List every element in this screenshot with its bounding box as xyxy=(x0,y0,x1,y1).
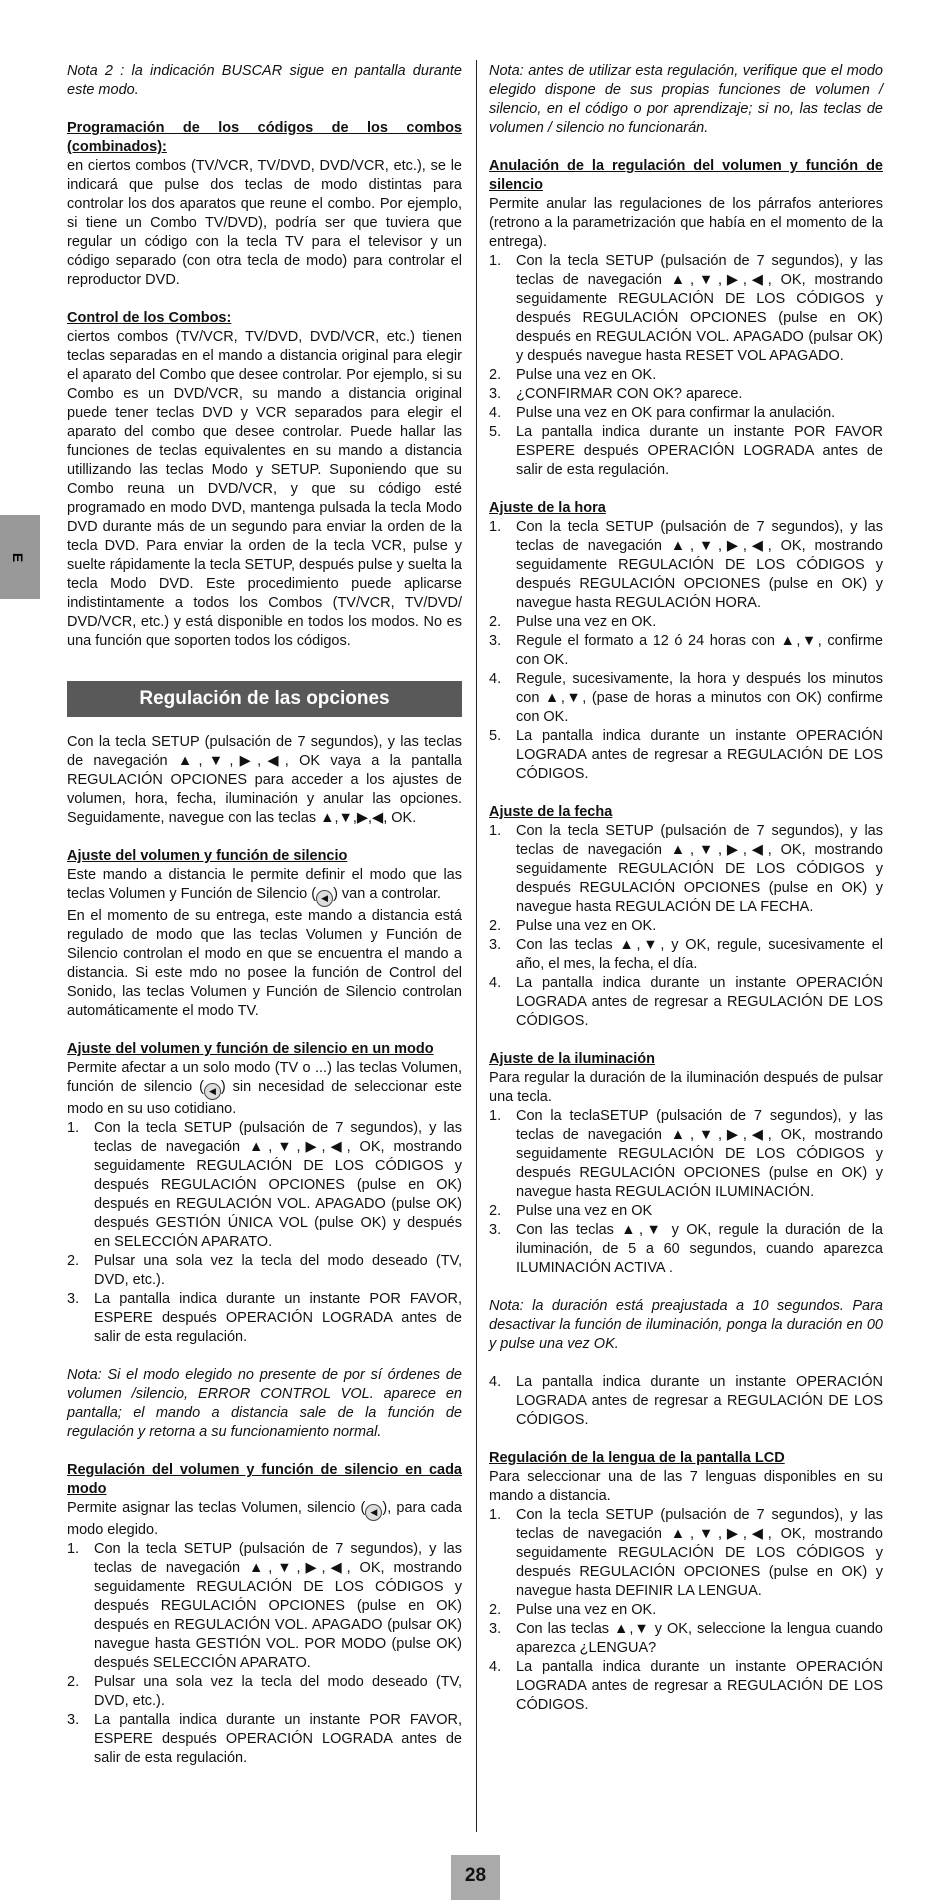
mute-icon: ◀ xyxy=(204,1083,221,1100)
iluminacion-step-4 xyxy=(489,1373,883,1430)
programacion-text: en ciertos combos (TV/VCR, TV/DVD, DVD/VCR, etc.), se le indicará que pulse dos teclas de modo distintas para controlar los dos aparatos que reune el combo. Por ejemplo, si tiene un Combo TV/DVD), podría ser que tuviera que regular un código con la tecla TV para el televisor y un código separado (con otra tecla de modo) para controlar el reproductor DVD. xyxy=(67,158,462,288)
column-divider xyxy=(476,60,477,1832)
list-item: 3. Con las teclas ▲,▼, y OK, regule, sucesivamente el año, el mes, la fecha, el día. xyxy=(489,937,883,972)
hora-steps xyxy=(489,518,883,784)
list-item: 1. Con la tecla SETUP (pulsación de 7 segundos), y las teclas de navegación ▲,▼,▶,◀, OK, mostrando seguidamente REGULACIÓN DE LOS CÓDIGOS y después REGULACIÓN OPCIONES (pulse en OK) después en REGULACIÓN VOL. APAGADO (pulsar OK) navegue hasta GESTIÓN VOL. POR MODO (pulse OK) después SELECCIÓN APARATO. xyxy=(67,1541,462,1671)
volumen-text-2: En el momento de su entrega, este mando a distancia está regulado de modo que las teclas Volumen y Función de Silencio controlan el modo en que se encuentra el mando a distancia. Si este mdo no posee la función de Control del Sonido, las teclas Volumen y Función de Silencio controlan automáticamente el modo TV. xyxy=(67,908,462,1019)
heading-fecha: Ajuste de la fecha xyxy=(489,804,613,820)
right-column xyxy=(489,62,883,1715)
nota-error-control: Nota: Si el modo elegido no presente de por sí órdenes de volumen /silencio, ERROR CONTROL VOL. aparece en pantalla; el mando a distancia sale de la función de regulación y retorna a su funcionamiento normal. xyxy=(67,1367,462,1440)
mute-icon: ◀ xyxy=(316,890,333,907)
nota-verifique: Nota: antes de utilizar esta regulación, verifique que el modo elegido dispone de sus propias funciones de volumen / silencio, en el código o por aprendizaje; si no, las teclas de volumen / silencio no funcionarán. xyxy=(489,63,883,136)
iluminacion-steps xyxy=(489,1107,883,1278)
list-item: 3. ¿CONFIRMAR CON OK? aparece. xyxy=(489,386,743,402)
cada-modo-text-a: Permite asignar las teclas Volumen, silencio ( xyxy=(67,1500,366,1516)
heading-iluminacion: Ajuste de la iluminación xyxy=(489,1051,655,1067)
list-item: 3. Con las teclas ▲,▼ y OK, seleccione la lengua cuando aparezca ¿LENGUA? xyxy=(489,1621,883,1656)
un-modo-text xyxy=(67,1059,462,1119)
list-item: 4. La pantalla indica durante un instante OPERACIÓN LOGRADA antes de regresar a REGULACIÓN DE LOS CÓDIGOS. xyxy=(489,975,883,1029)
list-item: 2. Pulse una vez en OK. xyxy=(489,614,657,630)
list-item: 5. La pantalla indica durante un instante OPERACIÓN LOGRADA antes de regresar a REGULACIÓN DE LOS CÓDIGOS. xyxy=(489,728,883,782)
heading-volumen-silencio: Ajuste del volumen y función de silencio xyxy=(67,848,348,864)
left-column xyxy=(67,62,462,1768)
nota-iluminacion: Nota: la duración está preajustada a 10 segundos. Para desactivar la función de iluminación, ponga la duración en 00 y pulse una vez OK. xyxy=(489,1298,883,1352)
list-item: 1. Con la tecla SETUP (pulsación de 7 segundos), y las teclas de navegación ▲,▼,▶,◀, OK, mostrando seguidamente REGULACIÓN DE LOS CÓDIGOS y después REGULACIÓN OPCIONES (pulse en OK) después en REGULACIÓN VOL. APAGADO (pulse OK) después GESTIÓN ÚNICA VOL (pulse OK) y después en SELECCIÓN APARATO. xyxy=(67,1120,462,1250)
heading-lengua: Regulación de la lengua de la pantalla LCD xyxy=(489,1450,785,1466)
list-item: 2. Pulse una vez en OK. xyxy=(489,367,657,383)
anulacion-steps xyxy=(489,252,883,480)
list-item: 4. Regule, sucesivamente, la hora y después los minutos con ▲,▼, (pase de horas a minutos con OK) confirme con OK. xyxy=(489,671,883,725)
list-item: 2. Pulse una vez en OK. xyxy=(489,1602,657,1618)
un-modo-text-b: ) sin necesidad de seleccionar este modo en su uso cotidiano. xyxy=(67,1079,462,1117)
lengua-text: Para seleccionar una de las 7 lenguas disponibles en su mando a distancia. xyxy=(489,1469,883,1504)
heading-programacion-combos: Programación de los códigos de los combos (combinados): xyxy=(67,120,462,155)
list-item: 2. Pulsar una sola vez la tecla del modo deseado (TV, DVD, etc.). xyxy=(67,1253,462,1288)
fecha-steps xyxy=(489,822,883,1031)
heading-control-combos: Control de los Combos: xyxy=(67,310,232,326)
list-item: 4. La pantalla indica durante un instante OPERACIÓN LOGRADA antes de regresar a REGULACIÓN DE LOS CÓDIGOS. xyxy=(489,1374,883,1428)
volumen-text-1a: Este mando a distancia le permite definir el modo que las teclas Volumen y Función de Silencio ( xyxy=(67,867,462,902)
heading-anulacion: Anulación de la regulación del volumen y función de silencio xyxy=(489,158,883,193)
list-item: 1. Con la teclaSETUP (pulsación de 7 segundos), y las teclas de navegación ▲,▼,▶,◀, OK, mostrando seguidamente REGULACIÓN DE LOS CÓDIGOS y después REGULACIÓN OPCIONES (pulse en OK) y navegue hasta REGULACIÓN ILUMINACIÓN. xyxy=(489,1108,883,1200)
volumen-text-1b: ) van a controlar. xyxy=(333,886,442,902)
iluminacion-text: Para regular la duración de la iluminación después de pulsar una tecla. xyxy=(489,1070,883,1105)
list-item: 1. Con la tecla SETUP (pulsación de 7 segundos), y las teclas de navegación ▲,▼,▶,◀, OK, mostrando seguidamente REGULACIÓN DE LOS CÓDIGOS y después REGULACIÓN OPCIONES (pulse en OK) y navegue hasta REGULACIÓN HORA. xyxy=(489,519,883,611)
list-item: 1. Con la tecla SETUP (pulsación de 7 segundos), y las teclas de navegación ▲,▼,▶,◀, OK, mostrando seguidamente REGULACIÓN DE LOS CÓDIGOS y después REGULACIÓN OPCIONES (pulse en OK) y navegue hasta REGULACIÓN DE LA FECHA. xyxy=(489,823,883,915)
heading-volumen-un-modo: Ajuste del volumen y función de silencio en un modo xyxy=(67,1041,434,1057)
list-item: 1. Con la tecla SETUP (pulsación de 7 segundos), y las teclas de navegación ▲,▼,▶,◀, OK, mostrando seguidamente REGULACIÓN DE LOS CÓDIGOS y después REGULACIÓN OPCIONES (pulse en OK) después en REGULACIÓN VOL. APAGADO (pulsar OK) y después navegue hasta RESET VOL APAGADO. xyxy=(489,253,883,364)
cada-modo-steps xyxy=(67,1540,462,1768)
cada-modo-text-b: ), para cada modo elegido. xyxy=(67,1500,462,1538)
anulacion-text: Permite anular las regulaciones de los párrafos anteriores (retrono a la parametrización que había en el momento de la entrega). xyxy=(489,196,883,250)
heading-volumen-cada-modo: Regulación del volumen y función de silencio en cada modo xyxy=(67,1462,462,1497)
list-item: 3. Con las teclas ▲,▼ y OK, regule la duración de la iluminación, de 5 a 60 segundos, cuando aparezca ILUMINACIÓN ACTIVA . xyxy=(489,1222,883,1276)
list-item: 1. Con la tecla SETUP (pulsación de 7 segundos), y las teclas de navegación ▲,▼,▶,◀, OK, mostrando seguidamente REGULACIÓN DE LOS CÓDIGOS y después REGULACIÓN OPCIONES (pulse en OK) y navegue hasta DEFINIR LA LENGUA. xyxy=(489,1507,883,1599)
control-combos-text: ciertos combos (TV/VCR, TV/DVD, DVD/VCR, etc.) tienen teclas separadas en el mando a distancia original para elegir el aparato del Combo que desee controlar. Por ejemplo, si su Combo es un DVD/VCR, su mando a distancia original puede tener teclas DVD y VCR separados para elegir el aparato del combo que desee controlar. Puede hallar las funciones de teclas equivalentes en su mando a distancia utillizando las teclas Modo y SETUP. Suponiendo que su Combo reuna un DVD/VCR, y que su código esté programado en modo DVD, mantenga pulsada la tecla Modo DVD durante más de un segundo para enviar la orden de la tecla DVD. Para enviar la orden de la tecla VCR, pulse y suelte rápidamente la tecla SETUP, después pulse y suelta la tecla Modo DVD. Este procedimiento puede aplicarse indistintamente a todos los Combos (TV/VCR, TV/DVD/ DVD/VCR, etc.) y está disponible en todos los modos. No es una función que soporten todos los códigos. xyxy=(67,329,462,649)
list-item: 3. La pantalla indica durante un instante POR FAVOR, ESPERE después OPERACIÓN LOGRADA antes de salir de esta regulación. xyxy=(67,1291,462,1345)
un-modo-text-a: Permite afectar a un solo modo (TV o ...) las teclas Volumen, función de silencio ( xyxy=(67,1060,462,1095)
options-intro: Con la tecla SETUP (pulsación de 7 segundos), y las teclas de navegación ▲,▼,▶,◀, OK vaya a la pantalla REGULACIÓN OPCIONES para acceder a los ajustes de volumen, hora, fecha, iluminación y anular las opciones. Seguidamente, navegue con las teclas ▲,▼,▶,◀, OK. xyxy=(67,734,462,826)
page-number: 28 xyxy=(451,1855,500,1900)
side-tab-label: E xyxy=(10,552,27,563)
cada-modo-text xyxy=(67,1499,462,1540)
lengua-steps xyxy=(489,1506,883,1715)
list-item: 5. La pantalla indica durante un instante POR FAVOR ESPERE después OPERACIÓN LOGRADA antes de salir de esta regulación. xyxy=(489,424,883,478)
volumen-text-1 xyxy=(67,866,462,907)
list-item: 3. La pantalla indica durante un instante POR FAVOR, ESPERE después OPERACIÓN LOGRADA antes de salir de esta regulación. xyxy=(67,1712,462,1766)
section-title: Regulación de las opciones xyxy=(67,681,462,717)
mute-icon: ◀ xyxy=(365,1504,382,1521)
list-item: 4. Pulse una vez en OK para confirmar la anulación. xyxy=(489,405,836,421)
list-item: 4. La pantalla indica durante un instante OPERACIÓN LOGRADA antes de regresar a REGULACIÓN DE LOS CÓDIGOS. xyxy=(489,1659,883,1713)
list-item: 2. Pulse una vez en OK xyxy=(489,1203,653,1219)
language-side-tab xyxy=(0,515,40,599)
list-item: 2. Pulse una vez en OK. xyxy=(489,918,657,934)
nota-2: Nota 2 : la indicación BUSCAR sigue en pantalla durante este modo. xyxy=(67,63,462,98)
list-item: 3. Regule el formato a 12 ó 24 horas con ▲,▼, confirme con OK. xyxy=(489,633,883,668)
un-modo-steps xyxy=(67,1119,462,1347)
list-item: 2. Pulsar una sola vez la tecla del modo deseado (TV, DVD, etc.). xyxy=(67,1674,462,1709)
heading-hora: Ajuste de la hora xyxy=(489,500,606,516)
